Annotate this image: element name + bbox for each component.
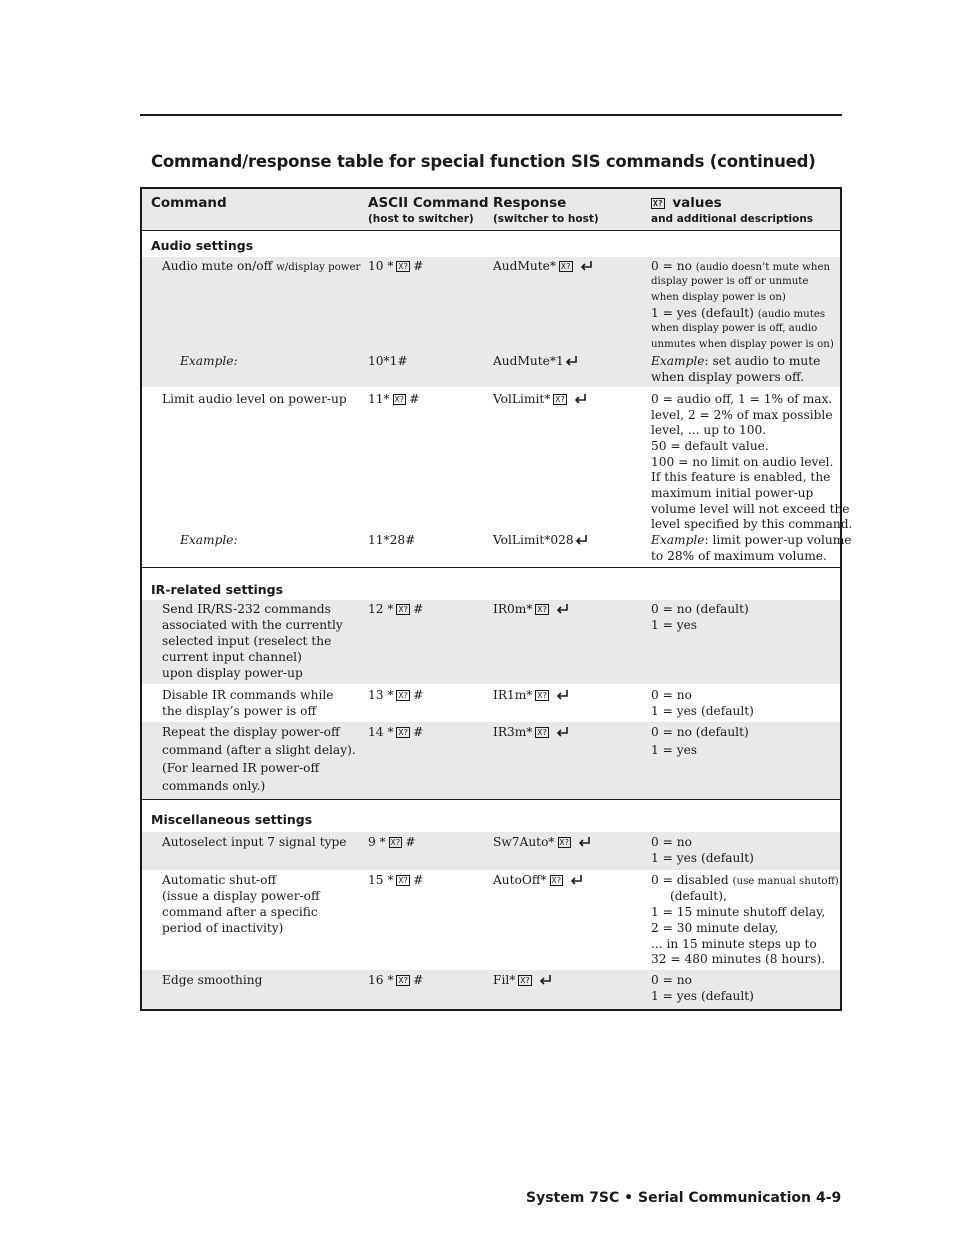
x-variable-icon: X?: [551, 876, 562, 885]
value-desc: 100 = no limit on audio level.: [651, 455, 834, 469]
value-desc: 1 = yes (default): [651, 989, 754, 1003]
return-icon: [570, 874, 583, 886]
value-desc: 1 = yes (default): [651, 851, 754, 865]
return-icon: [556, 603, 569, 615]
x-variable-icon: X?: [520, 976, 530, 985]
x-variable-icon: X?: [653, 199, 663, 208]
header-ascii: ASCII Command: [368, 195, 489, 211]
example-desc: Example: limit power-up volume: [651, 533, 852, 547]
section-audio: Audio settings: [151, 238, 254, 253]
value-desc: 1 = yes: [651, 618, 698, 632]
table-header: [142, 189, 840, 230]
divider: [142, 799, 840, 800]
header-response-sub: (switcher to host): [493, 213, 599, 225]
response: AudMute* X?: [493, 258, 593, 274]
table-row: [142, 684, 840, 722]
table-row: [142, 257, 840, 387]
return-icon: [578, 836, 591, 848]
value-desc: 0 = no (default): [651, 725, 749, 739]
footer-title: System 7SC • Serial Communication: [526, 1190, 812, 1206]
value-desc: 1 = yes (default): [651, 704, 754, 718]
command-label: the display’s power is off: [162, 704, 317, 718]
page-title: Command/response table for special function SIS commands (continued): [151, 152, 816, 171]
return-icon: [580, 260, 593, 272]
return-icon: [556, 689, 569, 701]
value-desc: 1 = yes (default) (audio mutes: [651, 306, 826, 320]
example-response: AudMute*1: [493, 353, 578, 369]
response: AutoOff* X?: [493, 872, 583, 888]
command-label: current input channel): [162, 650, 302, 664]
command-label: commands only.): [162, 779, 266, 793]
value-desc: volume level will not exceed the: [651, 502, 850, 516]
command-label: Limit audio level on power-up: [162, 392, 347, 406]
command-label: Autoselect input 7 signal type: [162, 835, 347, 849]
example-desc: to 28% of maximum volume.: [651, 549, 827, 563]
table-row: [142, 600, 840, 684]
value-desc: when display power is on): [651, 292, 786, 303]
value-desc: level, ... up to 100.: [651, 423, 767, 437]
value-desc: 0 = no (default): [651, 602, 749, 616]
command-label: (issue a display power-off: [162, 889, 320, 903]
command-label: Repeat the display power-off: [162, 725, 340, 739]
return-icon: [556, 726, 569, 738]
x-variable-icon: X?: [398, 691, 409, 700]
x-variable-icon: X?: [537, 728, 548, 737]
ascii-command: 12 * X? #: [368, 602, 424, 616]
ascii-command: 11* X? #: [368, 392, 420, 406]
value-desc: 0 = no: [651, 973, 692, 987]
command-label: Send IR/RS-232 commands: [162, 602, 331, 616]
x-variable-icon: X?: [398, 876, 409, 885]
x-variable-icon: X?: [559, 838, 570, 847]
command-label: Disable IR commands while: [162, 688, 334, 702]
x-variable-icon: X?: [398, 262, 409, 271]
command-label: upon display power-up: [162, 666, 303, 680]
response: IR3m* X?: [493, 724, 569, 740]
example-desc: when display powers off.: [651, 370, 805, 384]
return-icon: [539, 974, 552, 986]
example-desc: Example: set audio to mute: [651, 354, 821, 368]
table-row: [142, 870, 840, 970]
response: IR0m* X?: [493, 601, 569, 617]
value-desc: unmutes when display power is on): [651, 339, 834, 350]
value-desc: 0 = audio off, 1 = 1% of max.: [651, 392, 833, 406]
table-row: [142, 722, 840, 799]
x-variable-icon: X?: [537, 605, 548, 614]
divider: [142, 230, 840, 231]
response: VolLimit* X?: [493, 391, 587, 407]
command-label: (For learned IR power-off: [162, 761, 320, 775]
ascii-command: 10 * X? #: [368, 259, 424, 273]
command-label: period of inactivity): [162, 921, 284, 935]
command-label: associated with the currently: [162, 618, 343, 632]
return-icon: [574, 393, 587, 405]
return-icon: [565, 355, 578, 367]
table-row: [142, 832, 840, 870]
command-label: selected input (reselect the: [162, 634, 332, 648]
header-ascii-sub: (host to switcher): [368, 213, 474, 225]
sis-command-table: [140, 187, 853, 1011]
ascii-command: 9 * X? #: [368, 835, 416, 849]
response: Fil* X?: [493, 972, 552, 988]
x-variable-icon: X?: [537, 691, 548, 700]
section-misc: Miscellaneous settings: [151, 812, 313, 827]
example-command: 11*28#: [368, 533, 416, 547]
value-desc: 2 = 30 minute delay,: [651, 921, 779, 935]
value-desc: 32 = 480 minutes (8 hours).: [651, 952, 826, 966]
value-desc: 50 = default value.: [651, 439, 769, 453]
header-response: Response: [493, 195, 567, 211]
x-variable-icon: X?: [398, 976, 409, 985]
response: IR1m* X?: [493, 687, 569, 703]
x-variable-icon: X?: [561, 262, 571, 271]
value-desc: (default),: [670, 889, 727, 903]
return-icon: [575, 534, 588, 546]
example-label: Example:: [180, 354, 238, 368]
x-variable-icon: X?: [398, 728, 409, 737]
ascii-command: 14 * X? #: [368, 725, 424, 739]
section-ir: IR-related settings: [151, 582, 284, 597]
value-desc: 1 = 15 minute shutoff delay,: [651, 905, 826, 919]
top-rule: [140, 114, 842, 116]
value-desc: 0 = no (audio doesn’t mute when: [651, 259, 831, 273]
table-row: [142, 970, 840, 1009]
value-desc: when display power is off, audio: [651, 323, 818, 334]
value-desc: display power is off or unmute: [651, 276, 809, 287]
response: Sw7Auto* X?: [493, 834, 591, 850]
table-row: [142, 387, 853, 567]
value-desc: 0 = no: [651, 688, 692, 702]
x-variable-icon: X?: [555, 395, 565, 404]
example-response: VolLimit*028: [493, 532, 588, 548]
ascii-command: 15 * X? #: [368, 873, 424, 887]
command-label: command after a specific: [162, 905, 318, 919]
example-label: Example:: [180, 533, 238, 547]
x-variable-icon: X?: [390, 838, 401, 847]
x-variable-icon: X?: [398, 605, 409, 614]
value-desc: 0 = no: [651, 835, 692, 849]
ascii-command: 13 * X? #: [368, 688, 424, 702]
header-values-sub: and additional descriptions: [651, 213, 814, 225]
header-command: Command: [151, 195, 227, 211]
value-desc: 0 = disabled (use manual shutoff): [651, 873, 839, 887]
value-desc: level, 2 = 2% of max possible: [651, 408, 833, 422]
command-label: command (after a slight delay).: [162, 743, 356, 757]
value-desc: If this feature is enabled, the: [651, 470, 831, 484]
example-command: 10*1#: [368, 354, 408, 368]
value-desc: maximum initial power-up: [651, 486, 814, 500]
value-desc: 1 = yes: [651, 743, 698, 757]
command-label: Automatic shut-off: [162, 873, 277, 887]
value-desc: ... in 15 minute steps up to: [651, 937, 817, 951]
x-variable-icon: X?: [394, 395, 405, 404]
divider: [142, 567, 840, 568]
page-number: 4-9: [816, 1190, 842, 1206]
header-values-label: values: [672, 195, 722, 211]
header-values: [651, 195, 722, 211]
ascii-command: 16 * X? #: [368, 973, 424, 987]
value-desc: level specified by this command.: [651, 517, 853, 531]
command-label: Audio mute on/off w/display power: [162, 259, 361, 273]
command-label: Edge smoothing: [162, 973, 263, 987]
